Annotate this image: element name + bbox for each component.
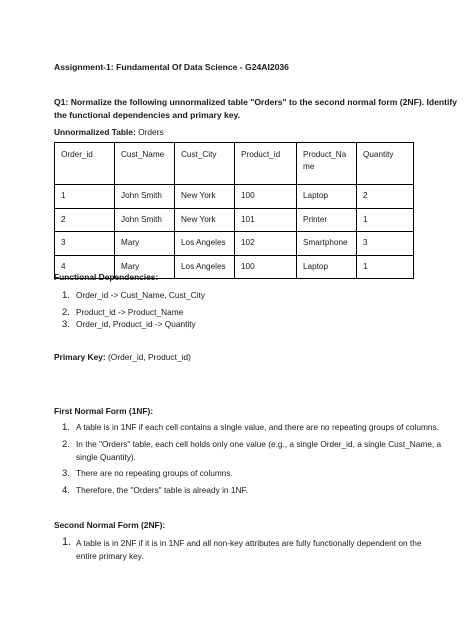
table-row [55, 232, 414, 256]
nf2-item: 1. A table is in 2NF if it is in 1NF and all non-key attributes are fully functionally dependent on the entire primary key. [62, 536, 422, 561]
table-cell: 102 [235, 232, 297, 256]
header-cust-name: Cust_Name [115, 143, 175, 185]
nf1-item: 3. There are no repeating groups of columns. [62, 468, 233, 479]
table-cell: Laptop [297, 185, 357, 209]
table-cell: Printer [297, 208, 357, 232]
table-cell: 4 [55, 255, 115, 279]
fd-item: 2. Product_id -> Product_Name [62, 307, 184, 318]
primary-key-line: Primary Key: (Order_id, Product_id) [54, 352, 191, 362]
table-cell: Smartphone [297, 232, 357, 256]
header-product-id: Product_id [235, 143, 297, 185]
table-cell: 100 [235, 185, 297, 209]
table-cell: 1 [55, 185, 115, 209]
table-cell: Laptop [297, 255, 357, 279]
nf1-item: 4. Therefore, the "Orders" table is already in 1NF. [62, 485, 248, 496]
document-title: Assignment-1: Fundamental Of Data Science - G24AI2036 [54, 62, 289, 72]
table-cell: 2 [55, 208, 115, 232]
table-row [55, 208, 414, 232]
fd-item: 3. Order_id, Product_id -> Quantity [62, 319, 196, 330]
table-cell: John Smith [115, 185, 175, 209]
question-line-2: the functional dependencies and primary key. [54, 110, 241, 120]
table-cell: Los Angeles [175, 255, 235, 279]
table-header-row [55, 143, 414, 185]
table-cell: Los Angeles [175, 232, 235, 256]
table-cell: Mary [115, 232, 175, 256]
fd-item: 1. Order_id -> Cust_Name, Cust_City [62, 290, 205, 301]
header-cust-city: Cust_City [175, 143, 235, 185]
table-cell: 100 [235, 255, 297, 279]
table-cell: 3 [357, 232, 414, 256]
table-cell: New York [175, 208, 235, 232]
table-cell: 101 [235, 208, 297, 232]
table-cell: 1 [357, 255, 414, 279]
nf1-item: 2. In the "Orders" table, each cell holds only one value (e.g., a single Order_id, a single Cust_Name, a single Quantity). [62, 439, 442, 462]
header-quantity: Quantity [357, 143, 414, 185]
table-cell: 2 [357, 185, 414, 209]
table-row [55, 185, 414, 209]
nf1-item: 1. A table is in 1NF if each cell contains a single value, and there are no repeating groups of columns. [62, 422, 439, 433]
table-cell: Mary [115, 255, 175, 279]
nf1-heading: First Normal Form (1NF): [54, 406, 154, 416]
header-order-id: Order_id [55, 143, 115, 185]
nf2-heading: Second Normal Form (2NF): [54, 520, 166, 530]
header-product-name: Product_Na me [297, 143, 357, 185]
table-cell: 1 [357, 208, 414, 232]
table-cell: John Smith [115, 208, 175, 232]
unnormalized-label: Unnormalized Table: Orders [54, 127, 164, 137]
orders-table [54, 142, 414, 279]
table-cell: 3 [55, 232, 115, 256]
question-line-1: Q1: Normalize the following unnormalized table "Orders" to the second normal form (2NF). Identify [54, 97, 458, 107]
fd-heading: Functional Dependencies: [54, 272, 159, 282]
table-cell: New York [175, 185, 235, 209]
